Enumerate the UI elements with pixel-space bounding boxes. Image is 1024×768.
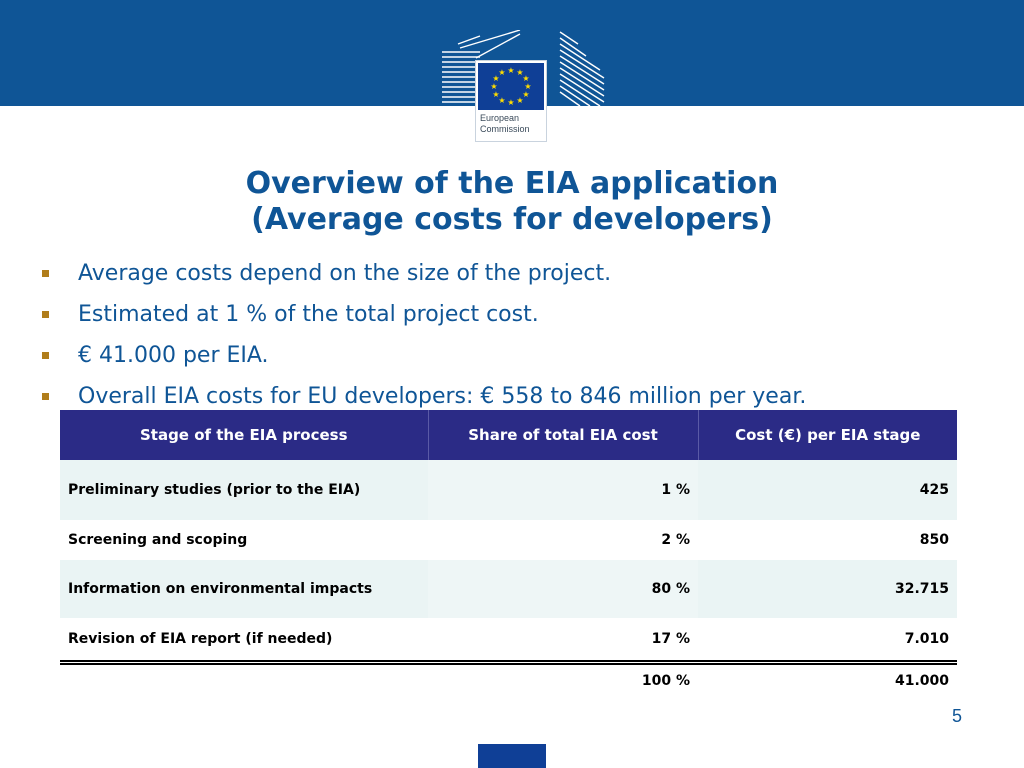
total-share: 100 % [428,663,698,698]
cell-cost: 425 [698,460,957,520]
bullet-text: Average costs depend on the size of the project. [78,261,612,286]
slide-title [0,166,1024,238]
table-total-row [60,663,957,698]
header-stage: Stage of the EIA process [60,410,428,460]
cell-share: 17 % [428,618,698,663]
header-share: Share of total EIA cost [428,410,698,460]
svg-text:★: ★ [524,82,532,91]
svg-text:★: ★ [522,90,530,99]
table-row [60,618,957,663]
cell-share: 2 % [428,520,698,560]
table-row [60,520,957,560]
total-cost: 41.000 [698,663,957,698]
cell-stage: Revision of EIA report (if needed) [60,618,428,663]
svg-text:★: ★ [490,82,498,91]
cell-cost: 7.010 [698,618,957,663]
cell-stage: Information on environmental impacts [60,560,428,618]
bullet-square-icon [42,393,49,400]
cell-cost: 32.715 [698,560,957,618]
svg-text:★: ★ [516,68,524,77]
table-row [60,560,957,618]
svg-text:★: ★ [516,96,524,105]
svg-text:★: ★ [498,96,506,105]
title-line-1: Overview of the EIA application [245,166,779,201]
title-line-2: (Average costs for developers) [251,202,773,237]
svg-text:★: ★ [522,74,530,83]
bullet-list [40,256,1000,420]
bullet-square-icon [42,352,49,359]
logo-line-1: European [480,113,520,123]
logo-text [480,113,546,135]
eu-stars-icon [478,63,544,110]
header-cost: Cost (€) per EIA stage [698,410,957,460]
footer-flag-tab [478,744,546,768]
cell-stage: Screening and scoping [60,520,428,560]
cell-share: 1 % [428,460,698,520]
svg-text:★: ★ [492,74,500,83]
bullet-item [40,338,1000,379]
total-stage [60,663,428,698]
cell-share: 80 % [428,560,698,618]
eia-cost-table [60,410,957,697]
bullet-item [40,256,1000,297]
svg-text:★: ★ [507,98,515,107]
table-header-row [60,410,957,460]
eu-flag [478,63,544,110]
bullet-text: € 41.000 per EIA. [78,343,269,368]
cell-stage: Preliminary studies (prior to the EIA) [60,460,428,520]
table-row [60,460,957,520]
bullet-text: Estimated at 1 % of the total project cost. [78,302,539,327]
page-number: 5 [951,706,962,726]
logo-line-2: Commission [480,124,530,134]
bullet-item [40,297,1000,338]
bullet-square-icon [42,270,49,277]
svg-text:★: ★ [498,68,506,77]
svg-text:★: ★ [507,66,515,75]
cell-cost: 850 [698,520,957,560]
bullet-square-icon [42,311,49,318]
svg-text:★: ★ [492,90,500,99]
bullet-text: Overall EIA costs for EU developers: € 558 to 846 million per year. [78,384,807,409]
